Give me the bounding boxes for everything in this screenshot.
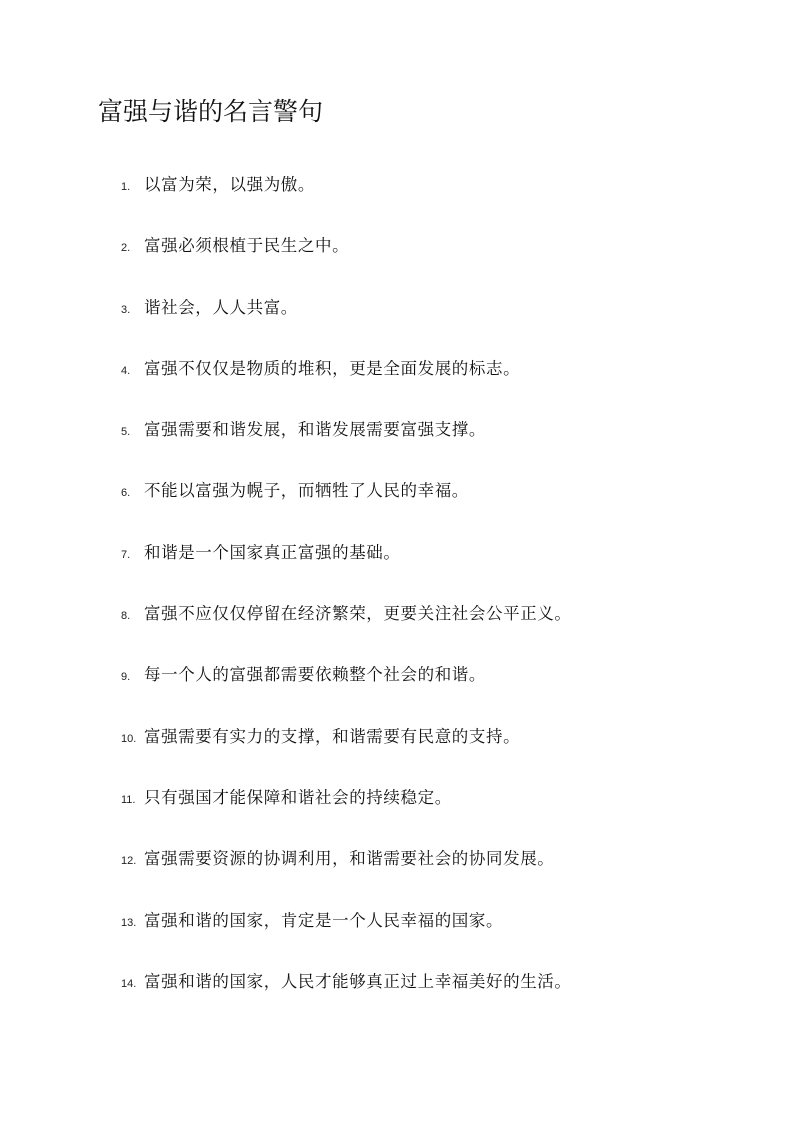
list-item-number: 1. xyxy=(121,181,131,193)
list-item-text: 只有强国才能保障和谐社会的持续稳定。 xyxy=(144,787,452,807)
list-item xyxy=(0,781,800,842)
list-item-text: 不能以富强为幌子，而牺牲了人民的幸福。 xyxy=(144,481,469,501)
list-item-text: 富强不仅仅是物质的堆积，更是全面发展的标志。 xyxy=(144,358,521,378)
list-item-number: 6. xyxy=(121,487,131,500)
list-item-text: 富强需要和谐发展，和谐发展需要富强支撑。 xyxy=(144,420,486,440)
list-item-number: 13. xyxy=(121,916,137,929)
list-item-number: 9. xyxy=(121,671,131,684)
list-item-number: 11. xyxy=(121,793,136,806)
list-item-text: 富强需要有实力的支撑，和谐需要有民意的支持。 xyxy=(144,726,521,746)
list-item xyxy=(0,352,800,413)
list-item xyxy=(0,965,800,1026)
page-title: 富强与谐的名言警句 xyxy=(98,97,324,126)
list-item-number: 5. xyxy=(121,426,131,439)
list-item xyxy=(0,597,800,658)
list-item-text: 富强和谐的国家，肯定是一个人民幸福的国家。 xyxy=(144,910,504,930)
list-item xyxy=(0,658,800,719)
list-item-number: 12. xyxy=(121,855,137,868)
list-item xyxy=(0,291,800,352)
list-item xyxy=(0,229,800,290)
list-item-text: 和谐是一个国家真正富强的基础。 xyxy=(144,542,401,562)
list-item xyxy=(0,168,800,229)
list-item xyxy=(0,536,800,597)
list-item-text: 以富为荣，以强为傲。 xyxy=(144,175,315,194)
list-item-number: 8. xyxy=(121,610,131,623)
list-item-number: 7. xyxy=(121,548,131,561)
list-item xyxy=(0,474,800,535)
list-item-text: 富强需要资源的协调利用，和谐需要社会的协同发展。 xyxy=(144,849,555,869)
list-item-text: 富强不应仅仅停留在经济繁荣，更要关注社会公平正义。 xyxy=(144,604,572,624)
list-item xyxy=(0,842,800,903)
list-item-number: 3. xyxy=(121,303,131,316)
list-item xyxy=(0,904,800,965)
list-item-text: 富强必须根植于民生之中。 xyxy=(144,236,350,256)
list-item-text: 富强和谐的国家，人民才能够真正过上幸福美好的生活。 xyxy=(144,971,572,991)
list-item-number: 4. xyxy=(121,364,131,377)
list-item-text: 谐社会，人人共富。 xyxy=(144,297,298,317)
list-item-number: 14. xyxy=(121,977,137,990)
list-item xyxy=(0,720,800,781)
list-item-text: 每一个人的富强都需要依赖整个社会的和谐。 xyxy=(144,665,486,685)
list-item-number: 2. xyxy=(121,242,131,255)
list-item-number: 10. xyxy=(121,732,137,745)
list-item xyxy=(0,413,800,474)
quote-list xyxy=(0,168,800,1026)
